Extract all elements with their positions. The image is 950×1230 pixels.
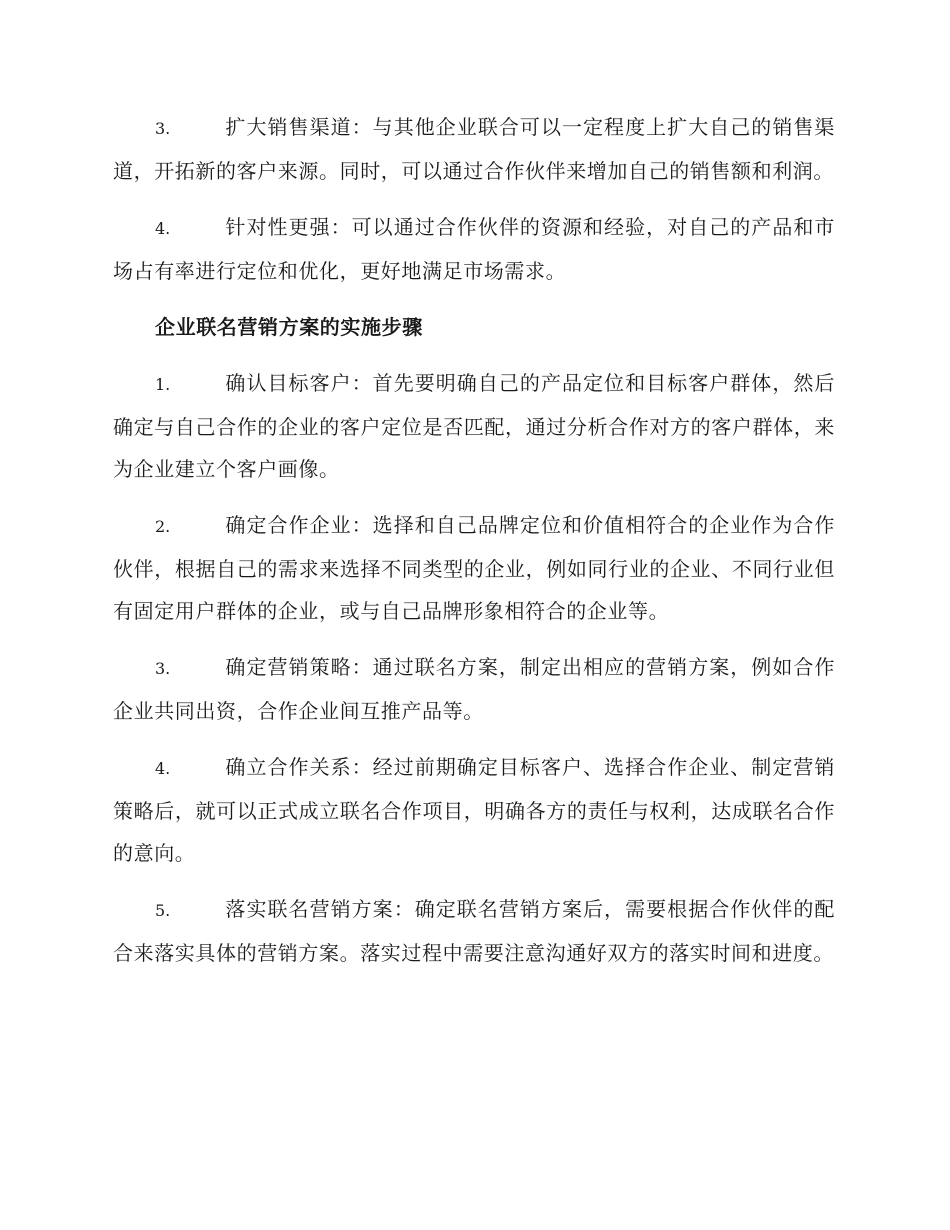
list-item-number: 3. [155, 659, 171, 678]
list-item-text: 确定合作企业：选择和自己品牌定位和价值相符合的企业作为合作伙伴，根据自己的需求来选择不同类型的企业，例如同行业的企业、不同行业但有固定用户群体的企业，或与自己品牌形象相符合的企业等。 [113, 513, 835, 623]
list-item-number: 4. [155, 219, 171, 238]
list-item-number: 4. [155, 759, 171, 778]
list-item-text: 确定营销策略：通过联名方案，制定出相应的营销方案，例如合作企业共同出资，合作企业间互推产品等。 [113, 655, 835, 723]
list-item-text: 针对性更强：可以通过合作伙伴的资源和经验，对自己的产品和市场占有率进行定位和优化，更好地满足市场需求。 [113, 215, 835, 283]
list-item-number: 5. [155, 901, 171, 920]
list-item [113, 106, 835, 192]
list-item [113, 362, 835, 490]
section-heading: 企业联名营销方案的实施步骤 [155, 315, 423, 339]
list-item [113, 888, 835, 974]
list-item [113, 746, 835, 874]
list-item-number: 1. [155, 375, 171, 394]
list-item-number: 3. [155, 119, 171, 138]
list-item-text: 确认目标客户：首先要明确自己的产品定位和目标客户群体，然后确定与自己合作的企业的客户定位是否匹配，通过分析合作对方的客户群体，来为企业建立个客户画像。 [113, 371, 835, 481]
document-page [113, 106, 835, 988]
list-item [113, 504, 835, 632]
list-item [113, 206, 835, 292]
list-item [113, 646, 835, 732]
list-item-text: 确立合作关系：经过前期确定目标客户、选择合作企业、制定营销策略后，就可以正式成立联名合作项目，明确各方的责任与权利，达成联名合作的意向。 [113, 755, 835, 865]
list-item-text: 落实联名营销方案：确定联名营销方案后，需要根据合作伙伴的配合来落实具体的营销方案。落实过程中需要注意沟通好双方的落实时间和进度。 [113, 897, 835, 965]
list-item-number: 2. [155, 517, 171, 536]
list-item-text: 扩大销售渠道：与其他企业联合可以一定程度上扩大自己的销售渠道，开拓新的客户来源。同时，可以通过合作伙伴来增加自己的销售额和利润。 [113, 115, 835, 183]
